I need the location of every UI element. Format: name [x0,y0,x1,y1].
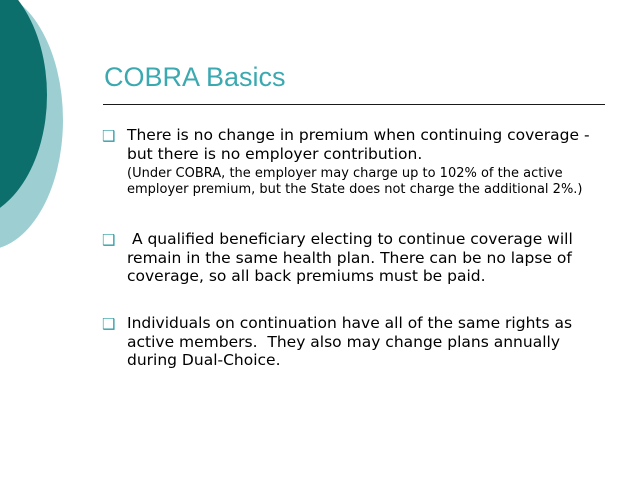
slide-title: COBRA Basics [104,62,286,92]
bullet-text: Individuals on continuation have all of the same rights as active members. They also may change plans annually during Dual-Choice. [127,314,577,369]
bullet-item [102,314,602,370]
bullet-item [102,230,602,314]
bullet-text: A qualified beneficiary electing to continue coverage will remain in the same health plan. There can be no lapse of coverage, so all back premiums must be paid. [127,230,578,285]
bullet-box-icon: ❑ [102,127,116,145]
bullet-box-icon: ❑ [102,315,116,333]
title-divider [103,104,605,105]
bullet-subtext: (Under COBRA, the employer may charge up to 102% of the active employer premium, but the State does not charge the additional 2%.) [127,166,583,197]
bullet-text: There is no change in premium when continuing coverage - but there is no employer contribution. [127,126,590,163]
bullet-item [102,126,602,230]
bullet-box-icon: ❑ [102,231,116,249]
bullet-list [102,126,602,370]
